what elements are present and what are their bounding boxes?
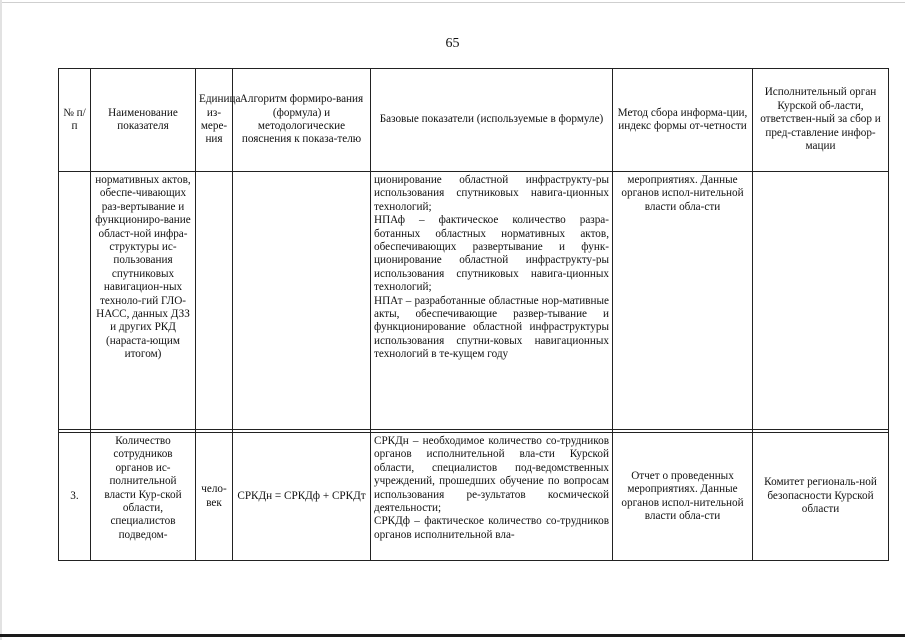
table-row xyxy=(59,172,889,430)
cell-number: 3. xyxy=(59,433,91,561)
header-unit: Единица из-мере-ния xyxy=(196,69,233,172)
indicators-table xyxy=(58,68,889,561)
cell-formula xyxy=(233,172,371,430)
base-indicator-text: НПАф – фактическое количество разра-ботанных областных нормативных актов, обеспечивающих развертывание и функ-ционирование областной инфраструкту-ры использования спутниковых навига-ционных технологий; xyxy=(374,214,609,294)
header-number: № п/п xyxy=(59,69,91,172)
page-left-edge xyxy=(0,0,2,640)
cell-name: нормативных актов, обеспе-чивающих раз-вертывание и функциониро-вание област-ной инфра-структуры ис-пользования спутниковых навигацион-ных техноло-гий ГЛО-НАСС, данных ДЗЗ и других РКД (нараста-ющим итогом) xyxy=(91,172,196,430)
header-method: Метод сбора информа-ции, индекс формы от-четности xyxy=(613,69,753,172)
cell-responsible: Комитет региональ-ной безопасности Курской области xyxy=(753,433,889,561)
cell-base-indicators xyxy=(371,433,613,561)
header-name: Наименование показателя xyxy=(91,69,196,172)
cell-unit xyxy=(196,172,233,430)
table-header-row xyxy=(59,69,889,172)
base-indicator-text: СРКДн – необходимое количество со-трудников органов исполнительной вла-сти Курской области, специалистов под-ведомственных учреждений, прошедших обучение по вопросам использования ре-зультатов космической деятельности; xyxy=(374,435,609,515)
cell-number xyxy=(59,172,91,430)
cell-base-indicators xyxy=(371,172,613,430)
cell-method: Отчет о проведенных мероприятиях. Данные органов испол-нительной власти обла-сти xyxy=(613,433,753,561)
base-indicator-text: НПАт – разработанные областные нор-мативные акты, обеспечивающие развер-тывание и функционирование областной инфраструктуры использования спутни-ковых навигационных технологий в те-кущем году xyxy=(374,294,609,361)
cell-method: мероприятиях. Данные органов испол-нительной власти обла-сти xyxy=(613,172,753,430)
header-formula: Алгоритм формиро-вания (формула) и методологические пояснения к показа-телю xyxy=(233,69,371,172)
header-base-indicators: Базовые показатели (используемые в формуле) xyxy=(371,69,613,172)
cell-formula: СРКДн = СРКДф + СРКДт xyxy=(233,433,371,561)
cell-unit: чело-век xyxy=(196,433,233,561)
table-row xyxy=(59,433,889,561)
cell-responsible xyxy=(753,172,889,430)
page-number: 65 xyxy=(445,36,460,51)
base-indicator-text: ционирование областной инфраструкту-ры использования спутниковых навига-ционных технологий; xyxy=(374,174,609,213)
header-responsible: Исполнительный орган Курской об-ласти, ответствен-ный за сбор и пред-ставление инфор-мации xyxy=(753,69,889,172)
page-top-edge xyxy=(0,2,905,3)
base-indicator-text: СРКДф – фактическое количество со-трудников органов исполнительной вла- xyxy=(374,515,609,541)
page-bottom-edge xyxy=(0,634,905,637)
cell-name: Количество сотрудников органов ис-полнительной власти Кур-ской области, специалистов подведом- xyxy=(91,433,196,561)
